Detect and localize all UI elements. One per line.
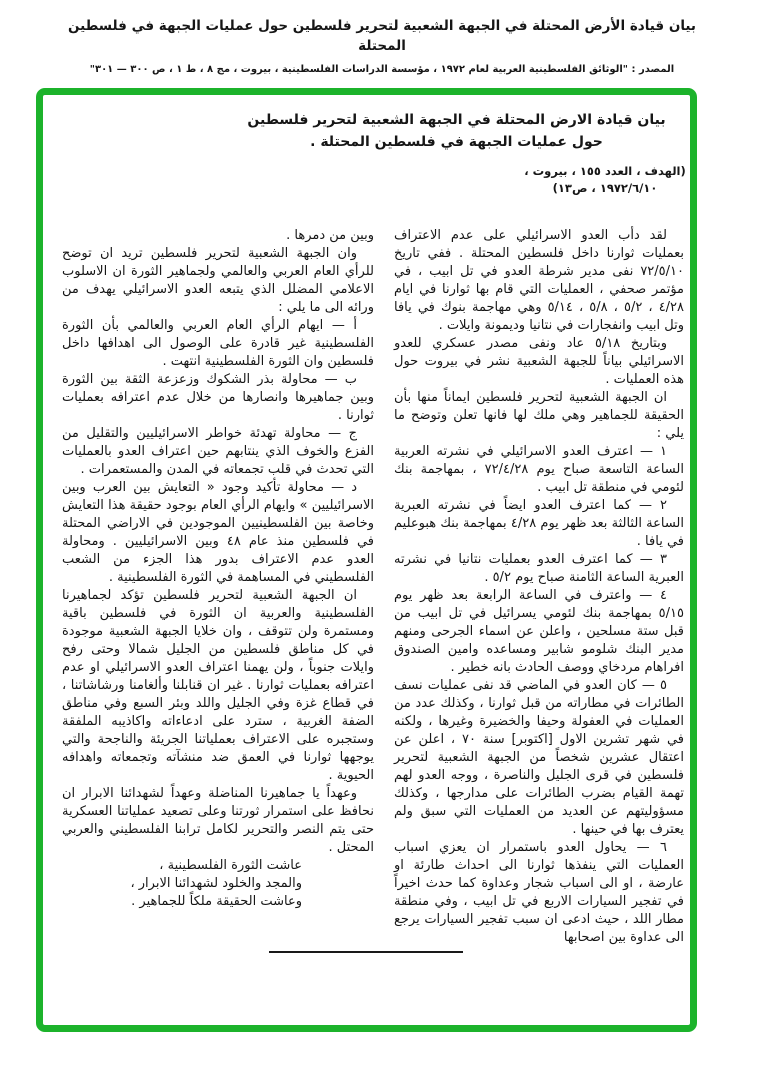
paragraph-lettered-d: د — محاولة تأكيد وجود « التعايش بين العرب وبين الاسرائيليين » وايهام الرأي العام بوجود حقيقة هذا التعايش وخاصة بين الفلسطينيين الموجودين في الاراضي المحتلة في فلسطين منذ عام ٤٨ وبين الاسرائيليين . ومحاولة العدو عدم الاعتراف بدور هذا الجزء من الشعب الفلسطيني في المساهمة في الثورة الفلسطينية . [62,480,374,585]
paragraph-numbered-3: ٣ — كما اعترف العدو بعمليات نتانيا في نشرته العبرية الساعة الثامنة صباح يوم ٥/٢ . [394,552,684,585]
paragraph-lettered-a: أ — ايهام الرأي العام العربي والعالمي بأن الثورة الفلسطينية غير قادرة على الوصول الى اهدافها داخل فلسطين وان الثورة الفلسطينية انتهت . [62,318,374,369]
column-left [62,227,374,947]
closing-slogans [62,857,374,911]
document-reference [520,163,690,197]
paragraph: وان الجبهة الشعبية لتحرير فلسطين تريد ان توضح للرأي العام العربي والعالمي ولجماهير الثورة ان الاسلوب الاعلامي المضلل الذي يتبعه العدو الاسرائيلي يهدف من ورائه الى ما يلي : [62,246,374,315]
paragraph-numbered-4: ٤ — واعترف في الساعة الرابعة بعد ظهر يوم ٥/١٥ بمهاجمة بنك لئومي يسرائيل في تل ابيب من قبل ستة مسلحين ، واعلن عن اسماء الجرحى ومنهم مدير البنك شلومو شابير ومساعده وامين الصندوق افراهام مردخاي ووصف الحادث بانه خطير . [394,588,684,675]
document-frame [36,88,697,1032]
paragraph-numbered-2: ٢ — كما اعترف العدو ايضاً في نشرته العبرية الساعة الثالثة بعد ظهر يوم ٤/٢٨ بمهاجمة بنك هبوعليم في يافا . [394,498,684,549]
page-header [0,16,764,78]
paragraph: ان الجبهة الشعبية لتحرير فلسطين ايماناً منها بأن الحقيقة للجماهير وهي ملك لها فانها تعلن وتوضح ما يلي : [394,390,684,441]
document-title-line2: حول عمليات الجبهة في فلسطين المحتلة . [310,134,603,150]
paragraph-continuation: وبين من دمرها . [286,228,374,243]
paragraph-numbered-6: ٦ — يحاول العدو باستمرار ان يعزي اسباب العمليات التي ينفذها ثوارنا الى احداث طارئة او عارضة ، او الى اسباب شجار وعداوة كما حدث اخيراً في تفجير السيارات الاربع في تل ابيب ، وفي منطقة مطار اللد ، حيث ادعى ان سبب تفجير السيارات يرجع الى عداوة بين اصحابها [394,840,684,945]
closing-line: عاشت الثورة الفلسطينية ، [159,858,302,873]
paragraph: وعهداً يا جماهيرنا المناضلة وعهداً لشهدائنا الابرار ان نحافظ على استمرار ثورتنا وعلى تصعيد عملياتنا العسكرية حتى يتم النصر والتحرير لكامل ترابنا الفلسطيني والعربي المحتل . [62,786,374,855]
document-columns [43,227,690,947]
document-title [43,109,690,153]
paragraph-lettered-b: ب — محاولة بذر الشكوك وزعزعة الثقة بين الثورة وبين جماهيرها وانصارها من خلال عدم اعترافه بعمليات ثوارنا . [62,372,374,423]
document-reference-line1: (الهدف ، العدد ١٥٥ ، بيروت ، [524,164,686,178]
column-right [394,227,684,947]
document-title-line1: بيان قيادة الارض المحتلة في الجبهة الشعبية لتحرير فلسطين [247,112,666,128]
paragraph-lettered-j: ج — محاولة تهدئة خواطر الاسرائيليين والتقليل من الفزع والخوف الذي ينتابهم حين اعتراف العدو بالعمليات التي تحدث في قلب تجمعاته في المدن والمستعمرات . [62,426,374,477]
closing-line: وعاشت الحقيقة ملكاً للجماهير . [131,894,302,909]
closing-line: والمجد والخلود لشهدائنا الابرار ، [130,876,302,891]
page-header-title: بيان قيادة الأرض المحتلة في الجبهة الشعبية لتحرير فلسطين حول عمليات الجبهة في فلسطين المحتلة [67,18,697,54]
paragraph: لقد دأب العدو الاسرائيلي على عدم الاعتراف بعمليات ثوارنا داخل فلسطين المحتلة . ففي تاريخ ٧٢/٥/١٠ نفى مدير شرطة العدو في تل ابيب ، في مؤتمر صحفي ، العمليات التي قام بها ثوارنا في ايام ٤/٢٨ ، ٥/٢ ، ٥/٨ ، ٥/١٤ وهي مهاجمة بنوك في يافا وتل ابيب وانفجارات في نتانيا وديمونة وايلات . [394,228,685,333]
page-header-source: المصدر : "الوثائق الفلسطينية العربية لعام ١٩٧٢ ، مؤسسة الدراسات الفلسطينية ، بيروت ، مج ٨ ، ط ١ ، ص ٣٠٠ — ٣٠١" [89,64,675,75]
paragraph-numbered-1: ١ — اعترف العدو الاسرائيلي في نشرته العربية الساعة التاسعة صباح يوم ٧٢/٤/٢٨ ، بمهاجمة بنك لئومي في منطقة تل ابيب . [394,444,684,495]
footer-divider-line [269,951,463,953]
paragraph: ان الجبهة الشعبية لتحرير فلسطين تؤكد لجماهيرنا الفلسطينية والعربية ان الثورة في فلسطين باقية ومستمرة ولن تتوقف ، وان خلايا الجبهة الشعبية موجودة في كل مناطق فلسطين من الجليل شمالا وحتى رفح وايلات جنوباً ، ولن يهمنا اعتراف العدو الاسرائيلي او عدم اعترافه بعمليات ثوارنا . غير ان قنابلنا وألغامنا ورشاشاتنا ، في قطاع غزة وفي الجليل واللد وبئر السبع وفي مناطق الضفة الغربية ، سترد على ادعاءاته واكاذيبه الملفقة وستجبره على الاعتراف بعملياتنا الجريئة والناجحة والتي يوجهها ثوارنا في العمق ضد منشآته وتجمعاته واهدافه الحيوية . [62,588,374,783]
paragraph: وبتاريخ ٥/١٨ عاد ونفى مصدر عسكري للعدو الاسرائيلي بياناً للجبهة الشعبية نشر في بيروت حول هذه العمليات . [394,336,684,387]
paragraph-numbered-5: ٥ — كان العدو في الماضي قد نفى عمليات نسف الطائرات في مطاراته من قبل ثوارنا ، وكذلك عدد من العمليات في العفولة وحيفا والخضيرة وغيرها ، ولكنه في شهر تشرين الاول [اكتوبر] سنة ٧٠ ، اعلن عن اعتقال عشرين شخصاً من الجبهة الشعبية لتحرير فلسطين في قرى الجليل والناصرة ، ووجه العدو لهم تهمة القيام بضرب الطائرات على مدارجها ، وكذلك مسؤوليتهم عن العديد من العمليات التي سبق ولم يعترف بها في حينها . [394,678,684,837]
document-reference-line2: ١٩٧٢/٦/١٠ ، ص١٣) [552,181,658,195]
